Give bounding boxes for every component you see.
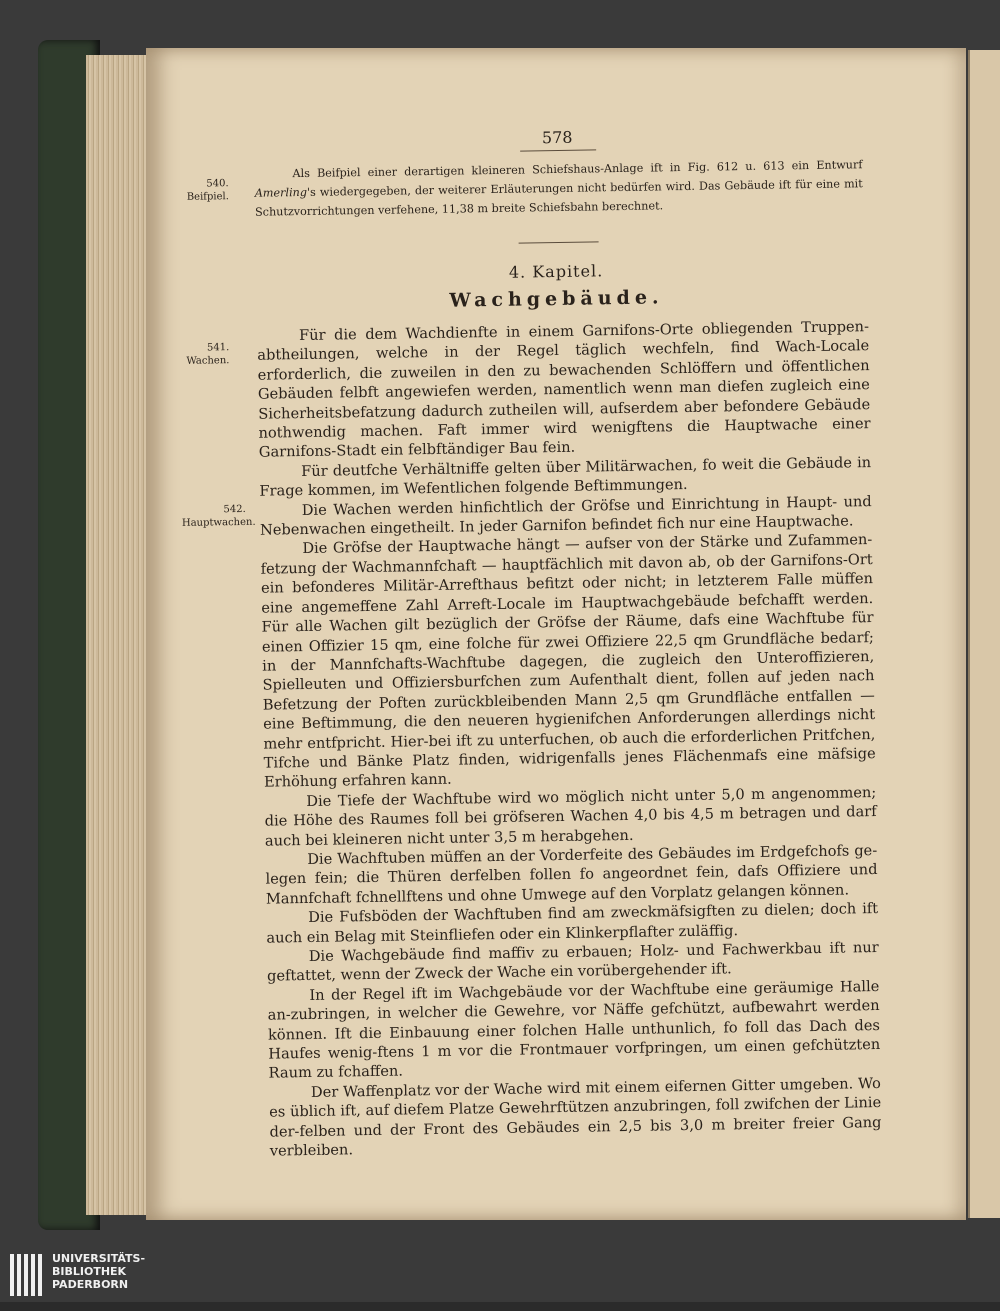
paragraph: Für deutfche Verhältniffe gelten über Militärwachen, fo weit die Gebäude in Frage kommen, im Wefentlichen folgende Beftimmungen.	[259, 453, 872, 500]
example-paragraph	[254, 155, 863, 222]
paragraph: Die Wachgebäude find maffiv zu erbauen; Holz- und Fachwerkbau ift nur geftattet, wenn der Zweck der Wache ein vorübergehender ift.	[266, 939, 879, 986]
paragraph: Für die dem Wachdienfte in einem Garnifons-Orte obliegenden Truppen-abtheilungen, welche in der Regel täglich wechfeln, find Wach-Locale erforderlich, die zuweilen in den zu bewachenden Schlöffern und öffentlichen Gebäuden felbft angewiefen werden, namentlich wenn man diefen zugleich eine Sicherheitsbefatzung dadurch zutheilen will, aufserdem aber befondere Gebäude nothwendig machen. Faft immer wird wenigftens die Hauptwache einer Garnifons-Stadt ein felbftändiger Bau fein.	[257, 318, 871, 462]
page-number: 578	[541, 127, 573, 148]
margin-note-number: 540.	[206, 178, 229, 190]
paragraph: Die Gröfse der Hauptwache hängt — aufser von der Stärke und Zufammen-fetzung der Wachmannfchaft — hauptfächlich mit davon ab, ob der Garnifons-Ort ein befonderes Militär-Arrefthaus befitzt oder nicht; in letzterem Falle müffen eine angemeffene Zahl Arreft-Locale im Hauptwachgebäude befchafft werden. Für alle Wachen gilt bezüglich der Gröfse der Räume, dafs eine Wachftube für einen Offizier 15 qm, eine folche für zwei Offiziere 22,5 qm Grundfläche bedarf; in der Mannfchafts-Wachftube dagegen, die zugleich den Unteroffizieren, Spielleuten und Offiziersburfchen zum Aufenthalt dient, follen auf jeden nach Befetzung der Poften zurückbleibenden Mann 2,5 qm Grundfläche entfallen — eine Beftimmung, die den neueren hygienifchen Anforderungen allerdings nicht mehr entfpricht. Hier-bei ift zu unterfuchen, ob auch die erforderlichen Pritfchen, Tifche und Bänke Platz finden, widrigenfalls jenes Flächenmafs eine mäfsige Erhöhung erfahren kann.	[260, 531, 876, 792]
example-text-end: 's wiedergegeben, der weiterer Erläuterungen nicht bedürfen wird. Das Gebäude ift für eine mit Schutzvorrichtungen verfehene, 11,38 m breite Schiefsbahn berechnet.	[254, 177, 863, 219]
margin-note-label: Hauptwachen.	[181, 516, 256, 529]
margin-note-label: Wachen.	[186, 355, 230, 367]
margin-note-540	[165, 177, 229, 204]
margin-note-541	[165, 341, 229, 368]
paragraph: In der Regel ift im Wachgebäude vor der Wachftube eine geräumige Halle an-zubringen, in welcher die Gewehre, vor Näffe gefchützt, aufbewahrt werden können. Ift die Einbauung einer folchen Halle unthunlich, fo foll das Dach des Haufes wenig-ftens 1 m vor die Frontmauer vorfpringen, um einen gefchützten Raum zu fchaffen.	[267, 977, 881, 1083]
example-text-start: Als Beifpiel einer derartigen kleineren Schiefshaus-Anlage ift in Fig. 612 u. 613 ein Entwurf	[292, 158, 863, 181]
margin-note-number: 542.	[223, 503, 246, 516]
section-divider	[519, 241, 599, 243]
paragraph: Die Wachftuben müffen an der Vorderfeite des Gebäudes im Erdgefchofs ge-legen fein; die Thüren derfelben follen fo angeordnet fein, dafs Offiziere und Mannfchaft fchnellftens und ohne Umwege auf den Vorplatz gelangen können.	[265, 842, 878, 908]
margin-note-label: Beifpiel.	[186, 191, 229, 203]
logo-line: PADERBORN	[52, 1278, 129, 1291]
body-text	[257, 317, 882, 1161]
margin-note-number: 541.	[206, 342, 230, 354]
paragraph: Die Fufsböden der Wachftuben find am zweckmäfsigften zu dielen; doch ift auch ein Belag mit Steinfliefen oder ein Klinkerpflafter zuläffig.	[266, 900, 879, 947]
example-author: Amerling	[254, 185, 308, 200]
page-number-rule	[520, 149, 596, 151]
paragraph: Der Waffenplatz vor der Wache wird mit einem eifernen Gitter umgeben. Wo es üblich ift, auf diefem Platze Gewehrftützen anzubringen, foll zwifchen der Linie der-felben und der Front des Gebäudes ein 2,5 bis 3,0 m breiter freier Gang verbleiben.	[269, 1074, 882, 1160]
logo-line: BIBLIOTHEK	[52, 1265, 127, 1278]
logo-line: UNIVERSITÄTS-	[52, 1252, 146, 1265]
paragraph: Die Wachen werden hinfichtlich der Gröfse und Einrichtung in Haupt- und Nebenwachen eingetheilt. In jeder Garnifon befindet fich nur eine Hauptwache.	[259, 492, 872, 539]
paragraph: Die Tiefe der Wachftube wird wo möglich nicht unter 5,0 m angenommen; die Höhe des Raumes foll bei gröfseren Wachen 4,0 bis 4,5 m betragen und darf auch bei kleineren nicht unter 3,5 m herabgehen.	[264, 783, 877, 850]
chapter-title: Wachgebäude.	[449, 286, 664, 312]
library-logo	[8, 1250, 168, 1298]
margin-note-542	[181, 503, 256, 530]
logo-text	[52, 1252, 145, 1291]
chapter-heading: 4. Kapitel.	[508, 261, 604, 282]
